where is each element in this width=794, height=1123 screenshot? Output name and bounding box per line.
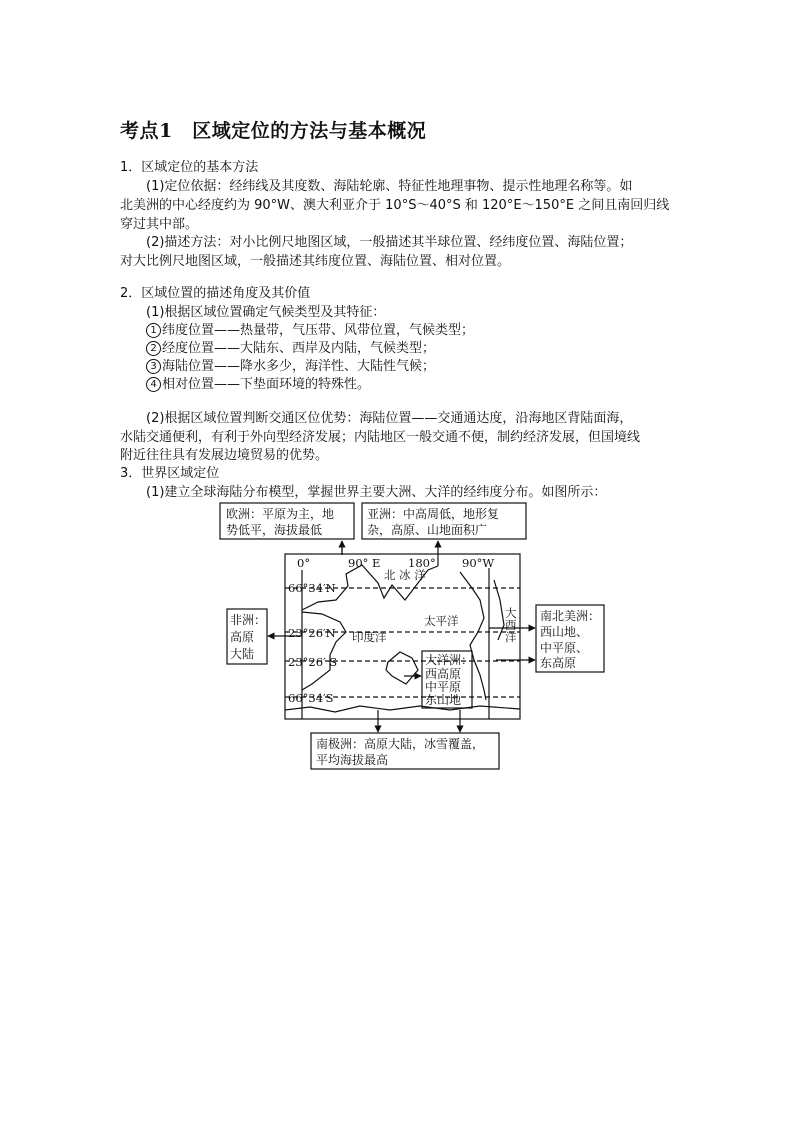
antarctic-coast bbox=[285, 706, 520, 712]
samerica-text-4: 东高原 bbox=[540, 656, 577, 670]
label-lon-90w: 90°W bbox=[462, 556, 495, 570]
label-lat-n23: 23°26′N bbox=[288, 626, 336, 640]
label-arctic-ocean: 北 冰 洋 bbox=[384, 568, 426, 582]
label-pacific: 太平洋 bbox=[424, 614, 459, 628]
oceania-text-1: 大洋洲： bbox=[425, 653, 474, 667]
section1-heading: 1．区域定位的基本方法 bbox=[120, 160, 259, 175]
item-number-badge: 3 bbox=[146, 359, 161, 374]
samerica-text-1: 南北美洲： bbox=[540, 609, 601, 623]
samerica-text-2: 西山地、 bbox=[540, 625, 589, 639]
section2-heading: 2．区域位置的描述角度及其价值 bbox=[120, 286, 311, 301]
section2-item-1 bbox=[146, 321, 474, 340]
oceania-text-4: 东山地 bbox=[425, 693, 462, 707]
item-number-badge: 2 bbox=[146, 341, 161, 356]
item-number-badge: 1 bbox=[146, 323, 161, 338]
oceania-text-2: 西高原 bbox=[425, 667, 462, 681]
section2-intro: (1)根据区域位置确定气候类型及其特征： bbox=[146, 305, 386, 320]
africa-box bbox=[227, 609, 267, 664]
section3-intro: (1)建立全球海陆分布模型，掌握世界主要大洲、大洋的经纬度分布。如图所示： bbox=[146, 485, 607, 500]
label-atlantic-3: 洋 bbox=[505, 630, 517, 644]
asia-text-1: 亚洲：中高周低，地形复 bbox=[367, 507, 500, 521]
label-lat-n66: 66°34′N bbox=[288, 581, 336, 595]
page-title: 考点1 区域定位的方法与基本概况 bbox=[120, 120, 427, 142]
section2-item-4 bbox=[146, 375, 370, 394]
africa-outline bbox=[302, 612, 346, 690]
item-number-badge: 4 bbox=[146, 377, 161, 392]
eurasia-outline bbox=[302, 565, 438, 610]
section1-p1-line3: 穿过其中部。 bbox=[120, 217, 199, 232]
section1-p2-line1: (2)描述方法：对小比例尺地图区域，一般描述其半球位置、经纬度位置、海陆位置； bbox=[146, 235, 633, 250]
item-text: 海陆位置——降水多少，海洋性、大陆性气候； bbox=[162, 359, 436, 374]
section3-heading: 3．世界区域定位 bbox=[120, 466, 220, 481]
label-lon-180: 180° bbox=[408, 556, 436, 570]
samerica-text-3: 中平原、 bbox=[540, 641, 589, 655]
oceania-box bbox=[422, 651, 472, 708]
section2-item-3 bbox=[146, 357, 435, 376]
europe-text-1: 欧洲：平原为主，地 bbox=[226, 507, 335, 521]
item-text: 经度位置——大陆东、西岸及内陆，气候类型； bbox=[162, 341, 436, 356]
section1-p1-line2: 北美洲的中心经度约为 90°W、澳大利亚介于 10°S～40°S 和 120°E～150°E 之间且南回归线 bbox=[120, 198, 670, 213]
australia-outline bbox=[386, 652, 418, 684]
label-lat-s23: 23°26′ S bbox=[288, 655, 338, 669]
section1-p2-line2: 对大比例尺地图区域，一般描述其纬度位置、海陆位置、相对位置。 bbox=[120, 254, 511, 269]
label-atlantic-2: 西 bbox=[505, 618, 517, 632]
section1-p1-line1: (1)定位依据：经纬线及其度数、海陆轮廓、特征性地理事物、提示性地理名称等。如 bbox=[146, 179, 633, 194]
map-frame bbox=[285, 554, 520, 719]
africa-text-1: 非洲： bbox=[230, 613, 267, 627]
antarctica-text-1: 南极洲：高原大陆，冰雪覆盖， bbox=[316, 737, 485, 751]
asia-box bbox=[362, 503, 526, 539]
label-lon-90e: 90° E bbox=[348, 556, 381, 570]
samerica-box bbox=[536, 605, 604, 672]
europe-box bbox=[220, 503, 354, 539]
label-lat-s66: 66°34′S bbox=[288, 691, 334, 705]
item-text: 纬度位置——热量带，气压带、风带位置，气候类型； bbox=[162, 323, 475, 338]
asia-text-2: 杂，高原、山地面积广 bbox=[367, 523, 488, 537]
africa-text-3: 大陆 bbox=[230, 647, 255, 661]
antarctica-text-2: 平均海拔最高 bbox=[316, 753, 389, 767]
antarctica-box bbox=[311, 733, 499, 769]
label-indian: 印度洋 bbox=[352, 630, 387, 644]
africa-text-2: 高原 bbox=[230, 630, 255, 644]
section2-p2-line3: 附近往往具有发展边境贸易的优势。 bbox=[120, 448, 329, 463]
section2-p2-line1: (2)根据区域位置判断交通区位优势：海陆位置——交通通达度，沿海地区背陆面海， bbox=[146, 411, 633, 426]
label-lon-0: 0° bbox=[297, 556, 311, 570]
label-atlantic-1: 大 bbox=[505, 606, 517, 620]
section2-p2-line2: 水陆交通便利，有利于外向型经济发展；内陆地区一般交通不便，制约经济发展，但国境线 bbox=[120, 430, 641, 445]
oceania-text-3: 中平原 bbox=[425, 680, 462, 694]
item-text: 相对位置——下垫面环境的特殊性。 bbox=[162, 377, 371, 392]
europe-text-2: 势低平，海拔最低 bbox=[226, 523, 323, 537]
section2-item-2 bbox=[146, 339, 435, 358]
americas-outline bbox=[460, 572, 486, 700]
